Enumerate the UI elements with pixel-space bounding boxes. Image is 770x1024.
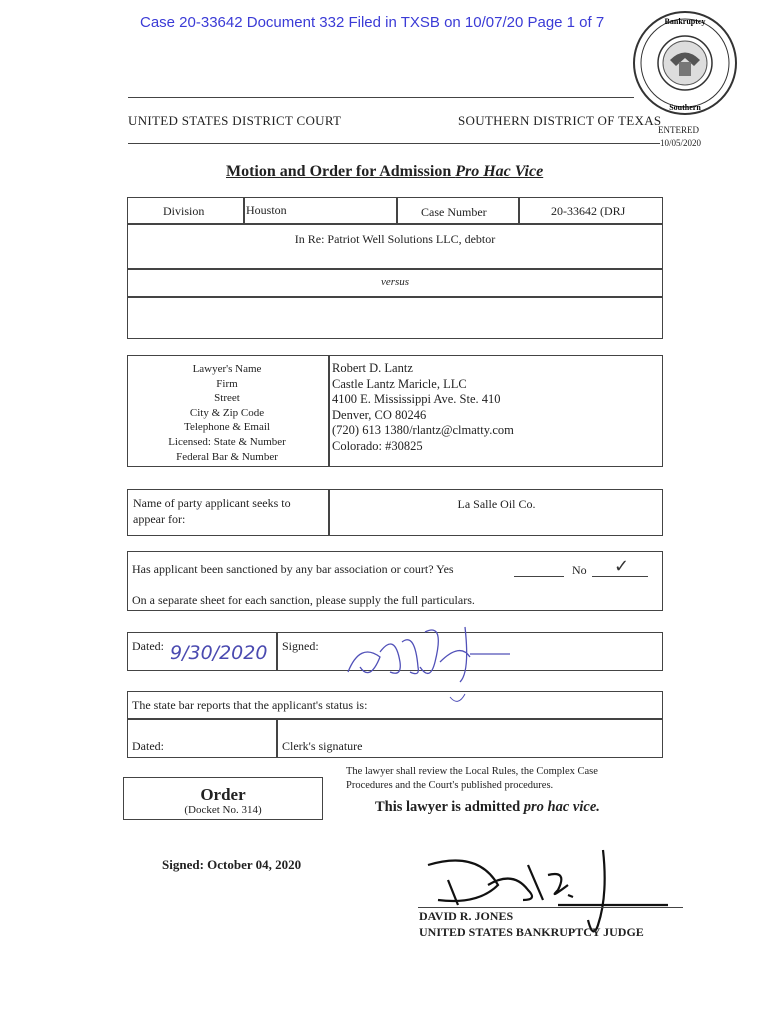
in-re: In Re: Patriot Well Solutions LLC, debtor	[294, 232, 496, 246]
judge-signature-line	[418, 907, 683, 908]
entered-label: ENTERED	[658, 125, 699, 135]
versus: versus	[380, 276, 410, 288]
sanction-note: On a separate sheet for each sanction, please supply the full particulars.	[132, 593, 475, 607]
lawyer-label: Telephone & Email	[184, 421, 270, 434]
review-text: The lawyer shall review the Local Rules, the Complex Case Procedures and the Court's published procedures.	[346, 766, 598, 791]
seal-top-text: Bankruptcy	[664, 17, 706, 26]
judge-name: DAVID R. JONES	[419, 909, 514, 923]
lawyer-label: Firm	[216, 377, 238, 390]
lawyer-label: Lawyer's Name	[192, 363, 262, 375]
dated-label: Dated:	[132, 639, 164, 653]
seal-bottom-text: Southern	[669, 103, 701, 112]
lawyer-label: Licensed: State & Number	[168, 435, 286, 448]
lawyer-value: Robert D. Lantz	[332, 361, 413, 375]
order-title: Order	[200, 785, 246, 804]
admitted-italic: pro hac vice.	[523, 799, 600, 815]
district-name: SOUTHERN DISTRICT OF TEXAS	[458, 113, 662, 128]
signed-label: Signed:	[282, 639, 319, 653]
lawyer-value: 4100 E. Mississippi Ave. Ste. 410	[332, 392, 501, 406]
sanction-no-label: No	[572, 563, 587, 577]
lawyer-value: Castle Lantz Maricle, LLC	[332, 376, 467, 391]
lawyer-value: Colorado: #30825	[332, 438, 423, 453]
lawyer-values	[332, 361, 514, 454]
lawyer-label: City & Zip Code	[189, 406, 265, 419]
entered-date: 10/05/2020	[660, 138, 702, 148]
signed-date: Signed: October 04, 2020	[162, 857, 302, 872]
lawyer-label: Federal Bar & Number	[176, 450, 278, 463]
lawyer-labels	[127, 362, 327, 464]
judge-title: UNITED STATES BANKRUPTCY JUDGE	[419, 925, 644, 939]
bar-status-text: The state bar reports that the applicant's status is:	[132, 698, 368, 712]
sanction-question: Has applicant been sanctioned by any bar association or court? Yes	[132, 562, 454, 576]
check-mark-icon: ✓	[614, 556, 630, 577]
lawyer-value: Denver, CO 80246	[332, 407, 427, 422]
admitted-text	[375, 799, 600, 816]
case-number-label: Case Number	[421, 205, 487, 219]
court-name: UNITED STATES DISTRICT COURT	[128, 113, 342, 128]
party-label: Name of party applicant seeks to appear for:	[133, 496, 291, 526]
lawyer-label: Street	[214, 392, 240, 405]
admitted-main: This lawyer is admitted	[375, 799, 524, 815]
dated-value: 9/30/2020	[170, 642, 268, 664]
rule-top	[128, 97, 634, 98]
title-main: Motion and Order for Admission	[226, 163, 456, 180]
clerk-label: Clerk's signature	[282, 739, 363, 753]
filing-stamp: Case 20-33642 Document 332 Filed in TXSB on 10/07/20 Page 1 of 7	[140, 14, 605, 31]
order-docket: (Docket No. 314)	[184, 804, 262, 816]
court-seal	[632, 10, 738, 116]
page-title	[226, 163, 543, 181]
division-label: Division	[163, 204, 205, 218]
case-number-value: 20-33642 (DRJ	[551, 204, 626, 218]
bar-dated-label: Dated:	[132, 739, 164, 753]
party-value: La Salle Oil Co.	[457, 497, 536, 511]
lawyer-value: (720) 613 1380/rlantz@clmatty.com	[332, 423, 514, 437]
rule-bottom	[128, 143, 660, 144]
title-italic: Pro Hac Vice	[455, 163, 544, 180]
division-value: Houston	[246, 203, 287, 217]
